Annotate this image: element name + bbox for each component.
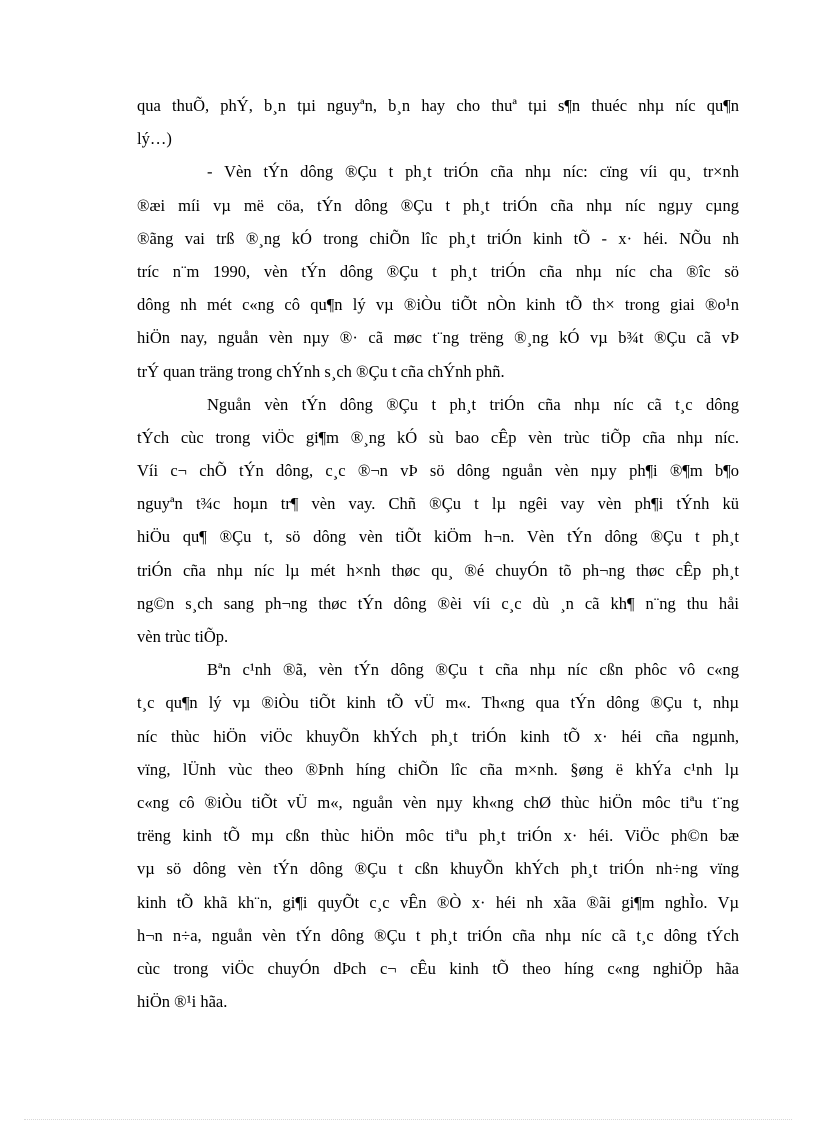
text-line: kinh tÕ khã kh¨n, gi¶i quyÕt c¸c vÊn ®Ò x· héi nh xãa ®ãi gi¶m nghÌo. Vµ (137, 892, 739, 912)
text-line: c«ng cô ®iÒu tiÕt vÜ m«, nguån vèn nµy kh«ng chØ thùc hiÖn môc tiªu t¨ng (137, 792, 739, 812)
text-line: triÓn cña nhµ níc lµ mét h×nh thøc qu¸ ®é chuyÓn tõ ph¬ng thøc cÊp ph¸t (137, 560, 739, 580)
text-line: Bªn c¹nh ®ã, vèn tÝn dông ®Çu t cña nhµ níc cßn phôc vô c«ng (207, 660, 739, 680)
text-line: cùc trong viÖc chuyÓn dÞch c¬ cÊu kinh tÕ theo híng c«ng nghiÖp hãa (137, 958, 739, 978)
text-line: trëng kinh tÕ mµ cßn thùc hiÖn môc tiªu ph¸t triÓn x· héi. ViÖc ph©n bæ (137, 826, 739, 846)
text-line: t¸c qu¶n lý vµ ®iÒu tiÕt kinh tÕ vÜ m«. Th«ng qua tÝn dông ®Çu t, nhµ (137, 693, 739, 713)
body-text (137, 89, 739, 1018)
text-line: tÝch cùc trong viÖc gi¶m ®¸ng kÓ sù bao cÊp vèn trùc tiÕp cña nhµ níc. (137, 427, 739, 447)
text-line: vïng, lÜnh vùc theo ®Þnh híng chiÕn lîc cña m×nh. §øng ë khÝa c¹nh lµ (137, 759, 739, 779)
text-line: ng©n s¸ch sang ph¬ng thøc tÝn dông ®èi víi c¸c dù ¸n cã kh¶ n¨ng thu håi (137, 593, 739, 613)
text-line: tríc n¨m 1990, vèn tÝn dông ®Çu t ph¸t triÓn cña nhµ níc cha ®îc sö (137, 261, 739, 281)
text-line: nguyªn t¾c hoµn tr¶ vèn vay. Chñ ®Çu t lµ ngêi vay vèn ph¶i tÝnh kü (137, 494, 739, 514)
text-line: ®æi míi vµ më cöa, tÝn dông ®Çu t ph¸t triÓn cña nhµ níc ngµy cµng (137, 195, 739, 215)
text-line: níc thùc hiÖn viÖc khuyÕn khÝch ph¸t triÓn kinh tÕ x· héi cña ngµnh, (137, 726, 739, 746)
text-line: dông nh mét c«ng cô qu¶n lý vµ ®iÒu tiÕt nÒn kinh tÕ th× trong giai ®o¹n (137, 295, 739, 315)
text-line: vµ sö dông vèn tÝn dông ®Çu t cßn khuyÕn khÝch ph¸t triÓn nh÷ng vïng (137, 859, 739, 879)
text-line: hiÖn ®¹i hãa. (137, 992, 228, 1012)
text-line: ®ãng vai trß ®¸ng kÓ trong chiÕn lîc ph¸t triÓn kinh tÕ - x· héi. NÕu nh (137, 228, 739, 248)
text-line: qua thuÕ, phÝ, b¸n tµi nguyªn, b¸n hay cho thuª tµi s¶n thuéc nhµ níc qu¶n (137, 96, 739, 115)
text-line: trÝ quan träng trong chÝnh s¸ch ®Çu t cña chÝnh phñ. (137, 361, 505, 381)
text-line: vèn trùc tiÕp. (137, 627, 229, 646)
text-line: Nguån vèn tÝn dông ®Çu t ph¸t triÓn cña nhµ níc cã t¸c dông (207, 394, 739, 414)
text-line: hiÖn nay, nguån vèn nµy ®· cã møc t¨ng trëng ®¸ng kÓ vµ b¾t ®Çu cã vÞ (137, 328, 739, 348)
page-bottom-divider (24, 1119, 792, 1120)
text-line: hiÖu qu¶ ®Çu t, sö dông vèn tiÕt kiÖm h¬n. Vèn tÝn dông ®Çu t ph¸t (137, 527, 739, 547)
text-line: - Vèn tÝn dông ®Çu t ph¸t triÓn cña nhµ níc: cïng víi qu¸ tr×nh (207, 162, 739, 182)
text-line: Víi c¬ chÕ tÝn dông, c¸c ®¬n vÞ sö dông nguån vèn nµy ph¶i ®¶m b¶o (137, 461, 739, 481)
text-line: h¬n n÷a, nguån vèn tÝn dông ®Çu t ph¸t triÓn cña nhµ níc cã t¸c dông tÝch (137, 925, 739, 945)
text-line: lý…) (137, 129, 172, 149)
